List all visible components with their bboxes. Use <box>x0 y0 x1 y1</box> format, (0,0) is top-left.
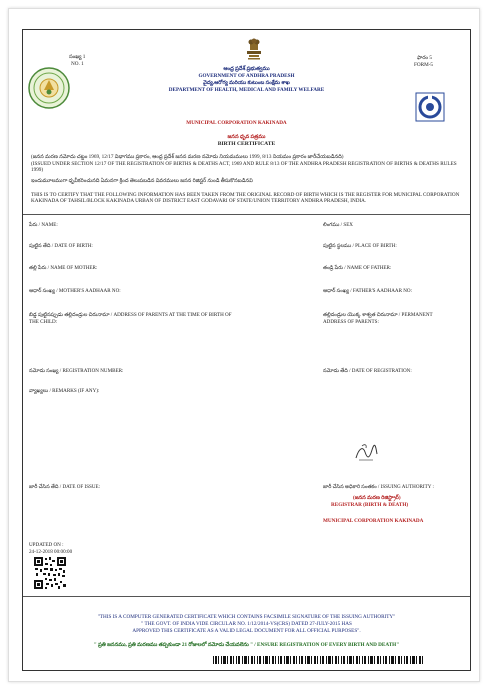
certificate-page <box>8 8 480 682</box>
field-father-name: తండ్రి పేరు / NAME OF FATHER: <box>323 265 392 271</box>
dept-title-en: DEPARTMENT OF HEALTH, MEDICAL AND FAMILY WELFARE <box>168 87 325 93</box>
authority-title-en: REGISTRAR (BIRTH & DEATH) <box>331 502 409 508</box>
field-mother-name: తల్లి పేరు / NAME OF MOTHER: <box>29 265 98 271</box>
gov-title-en: GOVERNMENT OF ANDHRA PRADESH <box>198 73 295 79</box>
certificate-title-en: BIRTH CERTIFICATE <box>217 141 276 147</box>
field-registration-date: నమోదు తేది / DATE OF REGISTRATION: <box>323 368 412 374</box>
gov-title-te: ఆంధ్ర ప్రదేశ్ ప్రభుత్వము <box>223 66 270 72</box>
field-issuing-authority: జారీ చేసిన అధికారి సంతకం / ISSUING AUTHORITY : <box>323 484 434 490</box>
state-seal-icon <box>27 66 71 110</box>
field-mother-aadhaar: ఆధార్ సంఖ్య / MOTHER'S AADHAAR NO: <box>29 288 121 294</box>
field-permanent-address: తల్లిదండ్రుల యొక్క శాశ్వత చిరునామా / PERMANENT <box>323 312 433 318</box>
form-label-te: ఫారం 5 <box>417 55 432 61</box>
field-registration-number: నమోదు సంఖ్య / REGISTRATION NUMBER: <box>29 368 124 374</box>
registration-logo-icon <box>415 92 445 122</box>
serial-label-en: NO. 1 <box>71 61 84 67</box>
section-divider-top <box>23 214 470 215</box>
notice-line-1: "THIS IS A COMPUTER GENERATED CERTIFICATE WHICH CONTAINS FACSIMILE SIGNATURE OF THE ISSUING AUTHORITY" <box>97 614 396 620</box>
updated-on-label: UPDATED ON : <box>29 542 64 548</box>
field-name: పేరు / NAME: <box>29 222 58 228</box>
notice-line-3: APPROVED THIS CERTIFICATE AS A VALID LEGAL DOCUMENT FOR ALL OFFICIAL PURPOSES". <box>132 628 361 634</box>
field-sex: లింగము / SEX <box>323 222 353 228</box>
field-date-of-issue: జారీ చేసిన తేది / DATE OF ISSUE: <box>29 484 101 490</box>
field-remarks: వ్యాఖ్యలు / REMARKS (IF ANY): <box>29 388 100 394</box>
field-date-of-birth: పుట్టిన తేది / DATE OF BIRTH: <box>29 243 93 249</box>
dept-title-te: వైద్య,ఆరోగ్య మరియు కుటుంబ సంక్షేమ శాఖ <box>203 80 290 86</box>
issued-statement-en: (ISSUED UNDER SECTION 12/17 OF THE REGISTRATION OF BIRTHS & DEATHS ACT, 1969 AND RULE 8/13 OF THE ANDHRA PRADESH REGISTRATION OF BIRTHS & DEATHS RULES 1999) <box>31 161 457 174</box>
issued-statement-te: (జనన మరణ నమోదు చట్టం 1969, 12/17 విభాగము ప్రకారం, ఆంధ్ర ప్రదేశ్ జనన మరణ నమోదు నియమములు 1999, 8/13 నియమం ప్రకారం జారీచేయబడినది) <box>31 154 344 160</box>
ensure-registration-notice: " ప్రతి జననము, ప్రతి మరణము తప్పకుండా 21 రోజులలో నమోదు చేయవలెను " / ENSURE REGISTRATION OF EVERY BIRTH AND DEATH" <box>93 642 400 648</box>
serial-label-te: సంఖ్య 1 <box>69 54 86 60</box>
certificate-frame <box>22 29 471 671</box>
national-emblem-icon <box>243 38 265 62</box>
field-address-at-birth: బిడ్డ పుట్టినప్పుడు తల్లిదండ్రుల చిరునామా / ADDRESS OF PARENTS AT THE TIME OF BIRTH OF <box>29 312 232 318</box>
certify-statement-te: ఇందుమూలముగా ధృవీకరించునది ఏమనగా క్రింద తెలుపబడిన వివరములు జనన రిజిస్టర్ నుండి తీసుకొనబడినవి <box>31 178 253 184</box>
field-place-of-birth: పుట్టిన స్థలము / PLACE OF BIRTH: <box>323 243 397 249</box>
certify-statement-en: THIS IS TO CERTIFY THAT THE FOLLOWING INFORMATION HAS BEEN TAKEN FROM THE ORIGINAL RECORD OF BIRTH WHICH IS THE REGISTER FOR MUNICIPAL CORPORATION KAKINADA OF TAHSIL/BLOCK KAKINADA URBAN OF DISTRICT EAST GODAVARI OF STATE/UNION TERRITORY ANDHRA PRADESH, INDIA. <box>31 192 460 205</box>
qr-code-icon <box>33 556 67 590</box>
field-address-at-birth-cont: THE CHILD: <box>29 319 58 325</box>
authority-title-te: (జనన మరణ రిజిస్ట్రార్) <box>353 495 401 501</box>
field-father-aadhaar: ఆధార్ సంఖ్య / FATHER'S AADHAAR NO: <box>323 288 413 294</box>
authority-org: MUNICIPAL CORPORATION KAKINADA <box>323 518 424 524</box>
section-divider-bottom <box>23 596 470 597</box>
field-permanent-address-cont: ADDRESS OF PARENTS: <box>323 319 379 325</box>
notice-line-2: " THE GOVT. OF INDIA VIDE CIRCULAR NO. 1/12/2014-VS(CRS) DATED 27-JULY-2015 HAS <box>141 621 352 627</box>
municipal-title: MUNICIPAL CORPORATION KAKINADA <box>186 120 287 126</box>
certificate-title-te: జనన ధృవ పత్రము <box>227 134 266 140</box>
barcode-icon <box>213 656 423 664</box>
updated-on-value: 24-12-2018 00:00:00 <box>29 549 73 555</box>
signature-icon <box>353 440 379 466</box>
form-label-en: FORM-5 <box>414 62 434 68</box>
